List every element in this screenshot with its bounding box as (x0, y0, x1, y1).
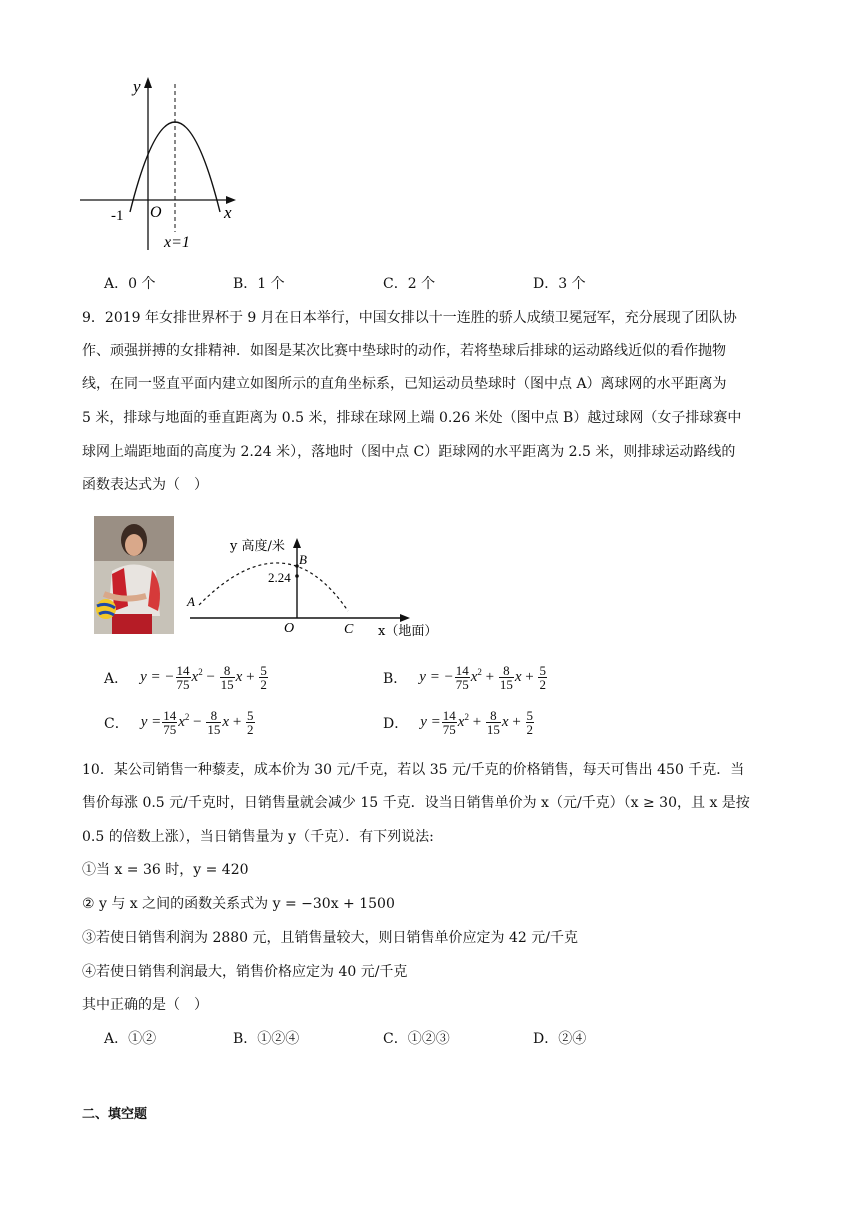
q9-b-op2: + (525, 669, 534, 685)
q9-option-d: D． y = $\frac{14}{75}$ x $^2$ + $\frac{8}{15}$ x + $\frac{5}{2}$ (383, 708, 534, 737)
q9-d-a-num: 14 (442, 708, 456, 723)
q10-statement-2: ② y 与 x 之间的函数关系式为 y = −30x + 1500 (82, 896, 395, 912)
q8-option-c: C．2 个 (383, 276, 436, 292)
q9-c-a-den: 75 (163, 722, 177, 737)
q9-d-b-num: 8 (486, 709, 501, 723)
q10-line-3: 0.5 的倍数上涨），当日销售量为 y（千克）．有下列说法: (82, 829, 434, 845)
net-axis-arrow (293, 538, 301, 548)
q9-line-6: 函数表达式为（ ） (82, 477, 208, 493)
q10-option-d: D．②④ (533, 1031, 587, 1047)
q9-a-a-num: 14 (176, 663, 190, 678)
fig-point-a: A (187, 594, 195, 609)
fig-height-label: 2.24 (268, 570, 291, 585)
q9-b-c-num: 5 (539, 663, 546, 678)
q9-b-c-den: 2 (539, 677, 546, 692)
fig-origin: O (284, 621, 295, 636)
ground-axis-arrow (400, 614, 410, 622)
q9-c-b-den: 15 (207, 722, 221, 737)
q10-statement-1: ①当 x = 36 时，y = 420 (82, 862, 249, 878)
q10-line-2: 售价每涨 0.5 元/千克时，日销售量就会减少 15 千克．设当日销售单价为 x（元/千克）（x ≥ 30，且 x 是按 (82, 795, 750, 811)
q9-a-a-den: 75 (176, 677, 190, 692)
q9-d-c-num: 5 (526, 708, 534, 723)
q9-line-4: 5 米，排球与地面的垂直距离为 0.5 米，排球在球网上端 0.26 米处（图中点 B）越过球网（女子排球赛中 (82, 410, 742, 426)
q9-c-b-num: 8 (206, 709, 221, 723)
q9-a-b-den: 15 (220, 677, 234, 692)
volleyball-trajectory-figure (180, 528, 450, 644)
q10-statement-4: ④若使日销售利润最大，销售价格应定为 40 元/千克 (82, 964, 408, 980)
q10-statement-3: ③若使日销售利润为 2880 元，且销售量较大，则日销售单价应定为 42 元/千克 (82, 930, 578, 946)
graph1-axis-label: x=1 (164, 234, 190, 251)
q9-c-sign: y = (140, 714, 162, 730)
fig-x-label: x（地面） (378, 624, 438, 639)
q9-b-letter: B． (383, 670, 408, 687)
q9-b-b-den: 15 (499, 677, 513, 692)
q9-line-1: 9．2019 年女排世界杯于 9 月在日本举行，中国女排以十一连胜的骄人成绩卫冕冠军，充分展现了团队协 (82, 310, 737, 326)
q8-option-d: D．3 个 (533, 276, 586, 292)
y-axis-arrow (144, 77, 152, 88)
q9-d-b-den: 15 (486, 722, 500, 737)
q9-line-2: 作、顽强拼搏的女排精神．如图是某次比赛中垫球时的动作，若将垫球后排球的运动路线近似的看作抛物 (82, 343, 726, 359)
q8-option-b: B．1 个 (233, 276, 285, 292)
q8-option-a: A．0 个 (104, 276, 156, 292)
q10-option-b: B．①②④ (233, 1031, 300, 1047)
q9-b-sign: y = − (419, 669, 454, 685)
q9-d-letter: D． (383, 715, 409, 732)
q9-d-a-den: 75 (442, 722, 456, 737)
q10-prompt: 其中正确的是（ ） (82, 997, 208, 1013)
q9-a-c-den: 2 (260, 677, 267, 692)
q9-d-sign: y = (420, 714, 441, 730)
q9-option-a: A． y = − $\frac{14}{75}$ x $^2$ − $\frac{8}{15}$ x + $\frac{5}{2}$ (104, 663, 267, 692)
fig-point-b: B (299, 552, 307, 567)
q9-d-op2: + (512, 714, 521, 730)
q9-a-c-num: 5 (260, 663, 267, 678)
q10-line-1: 10．某公司销售一种藜麦，成本价为 30 元/千克，若以 35 元/千克的价格销售，每天可售出 450 千克．当 (82, 762, 745, 778)
q9-a-op1: − (206, 669, 215, 685)
q9-b-a-den: 75 (455, 677, 469, 692)
q10-option-a: A．①② (104, 1031, 157, 1047)
graph1-origin: O (150, 204, 162, 221)
q9-b-b-num: 8 (499, 664, 514, 678)
q9-b-a-num: 14 (455, 663, 469, 678)
q9-c-op1: − (193, 714, 202, 730)
q9-c-letter: C． (104, 715, 129, 732)
parabola-graph (78, 72, 248, 257)
q9-b-op1: + (485, 669, 495, 685)
fig-point-c: C (344, 622, 354, 637)
graph1-x-label: x (224, 203, 232, 222)
q9-option-b: B． y = − $\frac{14}{75}$ x $^2$ + $\frac{8}{15}$ x + $\frac{5}{2}$ (383, 663, 546, 692)
q9-a-sign: y = − (140, 669, 175, 685)
q9-line-5: 球网上端距地面的高度为 2.24 米），落地时（图中点 C）距球网的水平距离为 2.5 米，则排球运动路线的 (82, 444, 736, 460)
q9-c-a-num: 14 (163, 708, 177, 723)
q9-c-c-den: 2 (247, 722, 254, 737)
q9-option-c: C． y = $\frac{14}{75}$ x $^2$ − $\frac{8}{15}$ x + $\frac{5}{2}$ (104, 708, 254, 737)
volleyball-player-photo (94, 516, 174, 634)
point-224-dot (295, 574, 299, 578)
q10-option-c: C．①②③ (383, 1031, 450, 1047)
q9-d-op1: + (472, 714, 482, 730)
q9-line-3: 线，在同一竖直平面内建立如图所示的直角坐标系，已知运动员垫球时（图中点 A）离球网的水平距离为 (82, 376, 727, 392)
q9-c-c-num: 5 (247, 708, 254, 723)
q9-d-c-den: 2 (526, 722, 534, 737)
q9-c-op2: + (232, 714, 242, 730)
q9-a-b-num: 8 (220, 664, 235, 678)
q9-a-op2: + (246, 669, 255, 685)
section-heading: 二、填空题 (82, 1107, 148, 1122)
q9-a-letter: A． (104, 670, 129, 687)
graph1-y-label: y (133, 77, 141, 96)
graph1-neg-one: -1 (111, 208, 124, 224)
fig-y-label: y 高度/米 (230, 539, 285, 554)
